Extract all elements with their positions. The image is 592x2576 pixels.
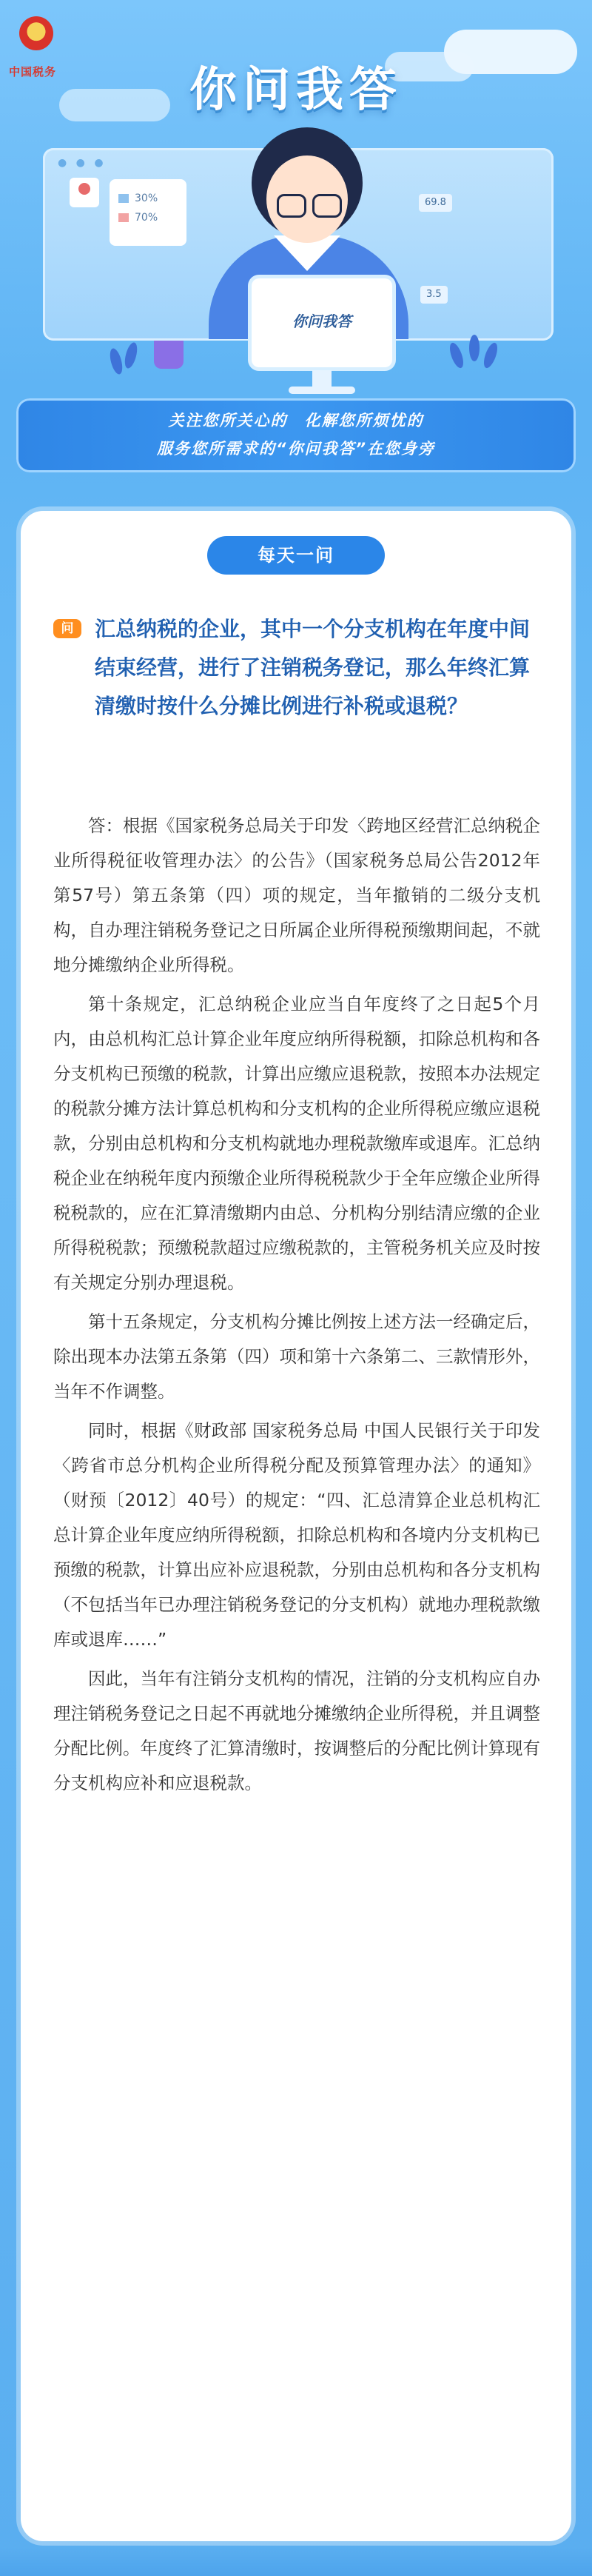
tax-emblem-icon: [19, 16, 53, 50]
plant-leaf-icon: [469, 335, 480, 361]
plant-leaf-icon: [108, 347, 125, 375]
footer-strip: [0, 2547, 592, 2576]
plant-leaf-icon: [481, 341, 500, 370]
stat-percent: 70%: [135, 212, 158, 224]
qa-panel: [21, 511, 571, 2541]
slogan-line: 服务您所需求的“你问我答”在您身旁: [156, 440, 436, 458]
plant-leaf-icon: [447, 341, 465, 370]
monitor-base-icon: [289, 387, 355, 394]
answer-paragraph: 同时，根据《财政部 国家税务总局 中国人民银行关于印发〈跨省市总分机构企业所得税分配及预算管理办法〉的通知》（财预〔2012〕40号）的规定：“四、汇总清算企业总机构汇总计算企业年度应纳所得税额，扣除总机构和各境内分支机构已预缴的税款，计算出应补应退税款，分别由总机构和各分支机构（不包括当年已办理注销税务登记的分支机构）就地办理税款缴库或退库……”: [53, 1420, 540, 1650]
stat-percent: 30%: [135, 193, 158, 204]
avatar-card: [70, 178, 99, 207]
stat-row: [118, 212, 158, 224]
question-text: 汇总纳税的企业，其中一个分支机构在年度中间结束经营，进行了注销税务登记，那么年终汇算清缴时按什么分摊比例进行补税或退税？: [95, 617, 531, 718]
legend-swatch-icon: [118, 194, 129, 203]
answer-body: [53, 809, 540, 1805]
plant-leaf-icon: [123, 341, 140, 369]
answer-paragraph: 第十条规定，汇总纳税企业应当自年度终了之日起5个月内，由总机构汇总计算企业年度应纳所得税额，扣除总机构和各分支机构已预缴的税款，计算出应缴应退税款，按照本办法规定的税款分摊方法计算总机构和分支机构的企业所得税应缴应退税款，分别由总机构和分支机构就地办理税款缴库或退库。汇总纳税企业在纳税年度内预缴企业所得税税款少于全年应缴企业所得税税款的，应在汇算清缴期内由总、分机构分别结清应缴的企业所得税税款；预缴税款超过应缴税款的，主管税务机关应及时按有关规定分别办理退税。: [53, 994, 540, 1293]
stat-card: [110, 179, 186, 246]
monitor-icon: [252, 278, 392, 367]
emblem-text: 中国税务: [9, 65, 57, 78]
value-badge: 69.8: [419, 194, 452, 212]
answer-paragraph: 第十五条规定，分支机构分摊比例按上述方法一经确定后，除出现本办法第五条第（四）项和第十六条第二、三款情形外，当年不作调整。: [53, 1311, 540, 1402]
question-tag: 问: [53, 619, 81, 638]
header-banner: [0, 0, 592, 489]
monitor-label: 你问我答: [292, 312, 352, 330]
legend-swatch-icon: [118, 213, 129, 222]
stat-row: [118, 193, 158, 204]
slogan-line: 关注您所关心的 化解您所烦忧的: [168, 412, 424, 429]
section-label: 每天一问: [207, 536, 385, 575]
answer-paragraph: 因此，当年有注销分支机构的情况，注销的分支机构应自办理注销税务登记之日起不再就地分摊缴纳企业所得税，并且调整分配比例。年度终了汇算清缴时，按调整后的分配比例计算现有分支机构应补和应退税款。: [53, 1668, 540, 1793]
window-dots-icon: ● ● ●: [58, 157, 107, 169]
page-title: 你问我答: [189, 63, 403, 118]
value-badge: 3.5: [420, 286, 448, 304]
glasses-icon: [277, 194, 306, 218]
hero-illustration: [37, 148, 555, 400]
avatar-icon: [78, 183, 90, 195]
slogan-banner: [16, 398, 576, 472]
glasses-icon: [312, 194, 342, 218]
answer-paragraph: 答：根据《国家税务总局关于印发〈跨地区经营汇总纳税企业所得税征收管理办法〉的公告》（国家税务总局公告2012年第57号）第五条第（四）项的规定，当年撤销的二级分支机构，自办理注销税务登记之日所属企业所得税预缴期间起，不就地分摊缴纳企业所得税。: [53, 815, 540, 975]
coffee-mug-icon: [154, 341, 184, 369]
